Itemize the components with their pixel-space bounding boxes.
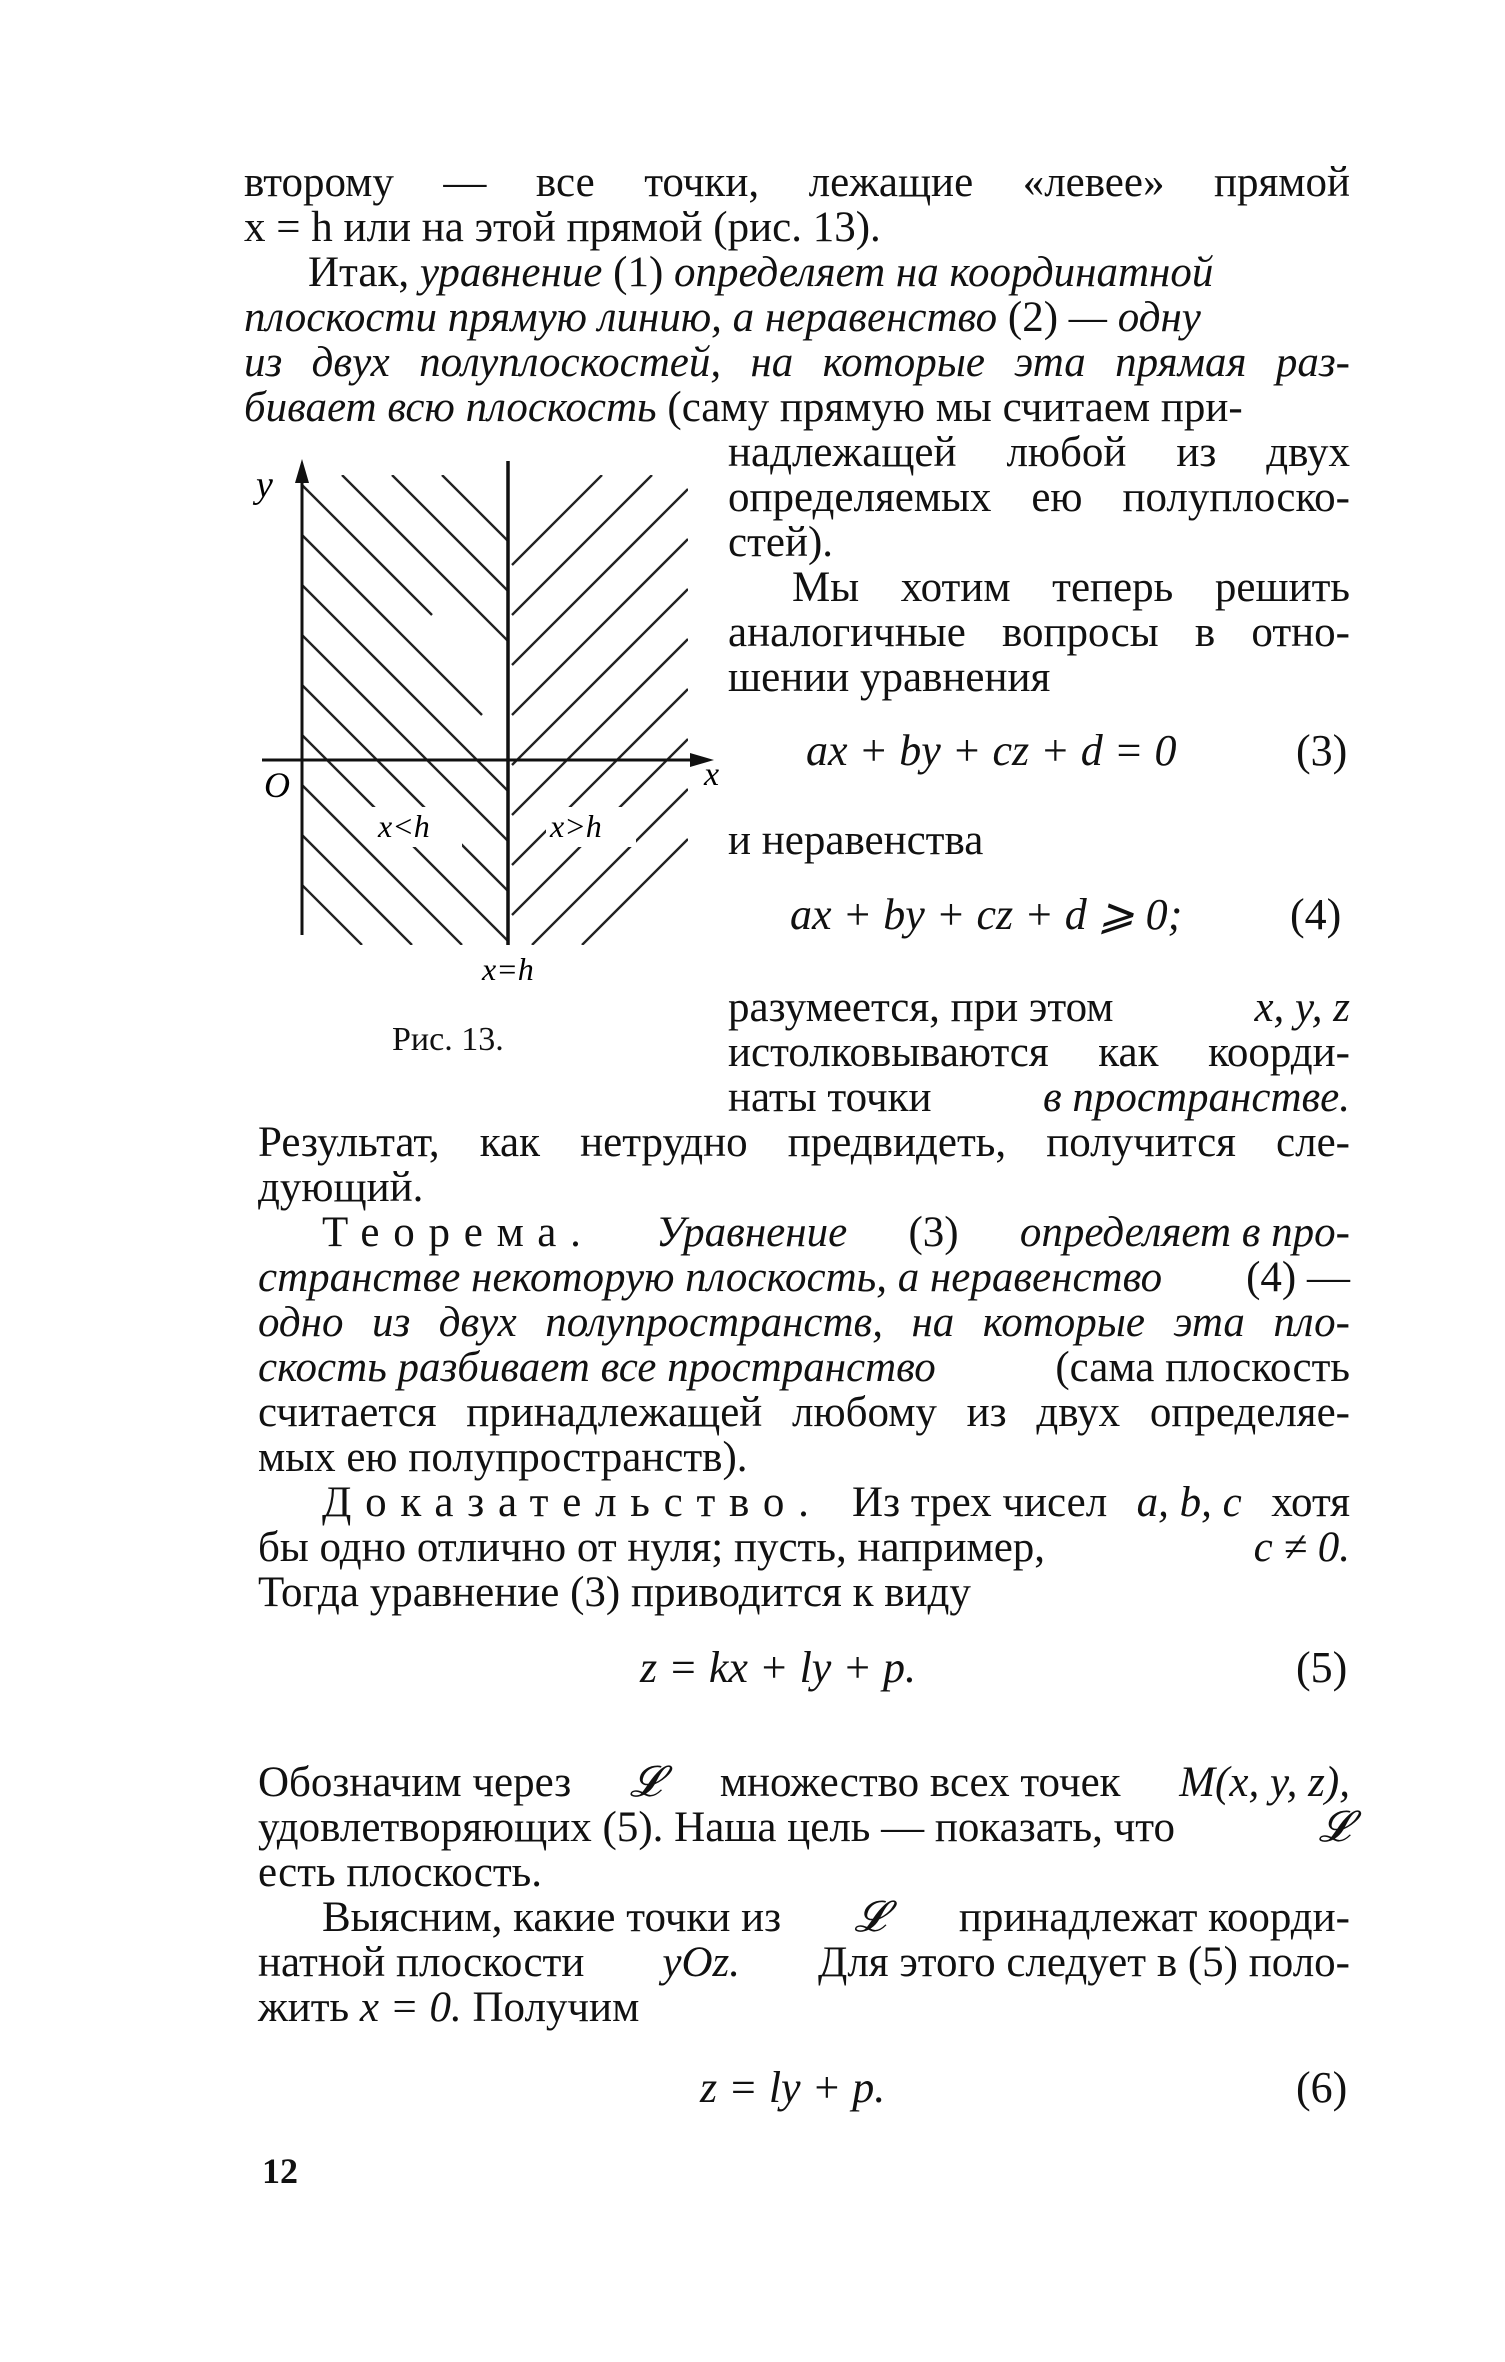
equation-4-number: (4) xyxy=(1290,890,1342,939)
text-line-7: надлежащей любой из двух xyxy=(728,429,1350,476)
line-label: x=h xyxy=(482,951,534,987)
text-line-10: Мы хотим теперь решить xyxy=(792,564,1350,611)
theorem-line-4: скость разбивает все пространство (сама плоскость xyxy=(258,1344,1350,1391)
page-number: 12 xyxy=(262,2151,298,2191)
equation-6-number: (6) xyxy=(1296,2063,1348,2112)
text-line-21: есть плоскость. xyxy=(258,1849,543,1896)
y-axis-label: y xyxy=(256,464,273,506)
figure-13 xyxy=(232,455,734,1015)
region-left-label: x<h xyxy=(378,808,430,844)
theorem-line-6: мых ею полупространств). xyxy=(258,1434,748,1481)
region-right-label: x>h xyxy=(550,808,602,844)
text-line-4: плоскости прямую линию, а неравенство (2) — одну xyxy=(244,294,1201,341)
text-line-19: Обозначим через 𝓛 множество всех точек M(x, y, z), xyxy=(258,1759,1350,1806)
text-line-14: разумеется, при этом x, y, z xyxy=(728,984,1350,1031)
equation-5-number: (5) xyxy=(1296,1643,1348,1692)
left-hatching xyxy=(292,475,508,945)
text-line-17: Результат, как нетрудно предвидеть, получится сле- xyxy=(258,1119,1350,1166)
origin-label: O xyxy=(264,765,290,805)
theorem-line-5: считается принадлежащей любому из двух определяе- xyxy=(258,1389,1350,1436)
text-line-5: из двух полуплоскостей, на которые эта прямая раз- xyxy=(244,339,1350,386)
text-line-16: наты точки в пространстве. xyxy=(728,1074,1350,1121)
text-line-13: и неравенства xyxy=(728,817,984,864)
proof-line-1: Доказательство. Из трех чисел a, b, c хотя xyxy=(322,1479,1350,1526)
theorem-line-3: одно из двух полупространств, на которые эта пло- xyxy=(258,1299,1350,1346)
text-line-6: бивает всю плоскость (саму прямую мы считаем при- xyxy=(244,384,1243,431)
text-line-9: стей). xyxy=(728,519,834,566)
equation-3-number: (3) xyxy=(1296,726,1348,775)
text-line-2: x = h или на этой прямой (рис. 13). xyxy=(244,204,881,251)
equation-5: z = kx + ly + p. xyxy=(640,1643,917,1692)
figure-caption: Рис. 13. xyxy=(392,1021,504,1058)
text-line-23: натной плоскости yOz. Для этого следует в (5) поло- xyxy=(258,1939,1350,1986)
text-line-24: жить x = 0. Получим xyxy=(258,1984,640,2031)
text-line-8: определяемых ею полуплоско- xyxy=(728,474,1350,521)
text-line-18: дующий. xyxy=(258,1164,424,1211)
x-axis-label: x xyxy=(704,756,720,793)
equation-4: ax + by + cz + d ⩾ 0; xyxy=(790,890,1183,939)
equation-3: ax + by + cz + d = 0 xyxy=(806,726,1177,775)
text-line-3: Итак, уравнение (1) определяет на координатной xyxy=(308,249,1214,296)
proof-line-2: бы одно отлично от нуля; пусть, например, c ≠ 0. xyxy=(258,1524,1350,1571)
text-line-12: шении уравнения xyxy=(728,654,1051,701)
text-line-1: второму — все точки, лежащие «левее» прямой xyxy=(244,159,1350,206)
text-line-20: удовлетворяющих (5). Наша цель — показать, что 𝓛 xyxy=(258,1804,1350,1851)
text-line-15: истолковываются как коорди- xyxy=(728,1029,1350,1076)
theorem-line-2: странстве некоторую плоскость, а неравенство (4) — xyxy=(258,1254,1350,1301)
equation-6: z = ly + p. xyxy=(700,2063,886,2112)
right-hatching xyxy=(512,475,688,945)
y-axis-arrow xyxy=(295,459,309,483)
theorem-line-1: Теорема. Уравнение (3) определяет в про- xyxy=(322,1209,1350,1256)
proof-line-3: Тогда уравнение (3) приводится к виду xyxy=(258,1569,971,1616)
text-line-11: аналогичные вопросы в отно- xyxy=(728,609,1350,656)
text-line-22: Выясним, какие точки из 𝓛 принадлежат коорди- xyxy=(322,1894,1350,1941)
